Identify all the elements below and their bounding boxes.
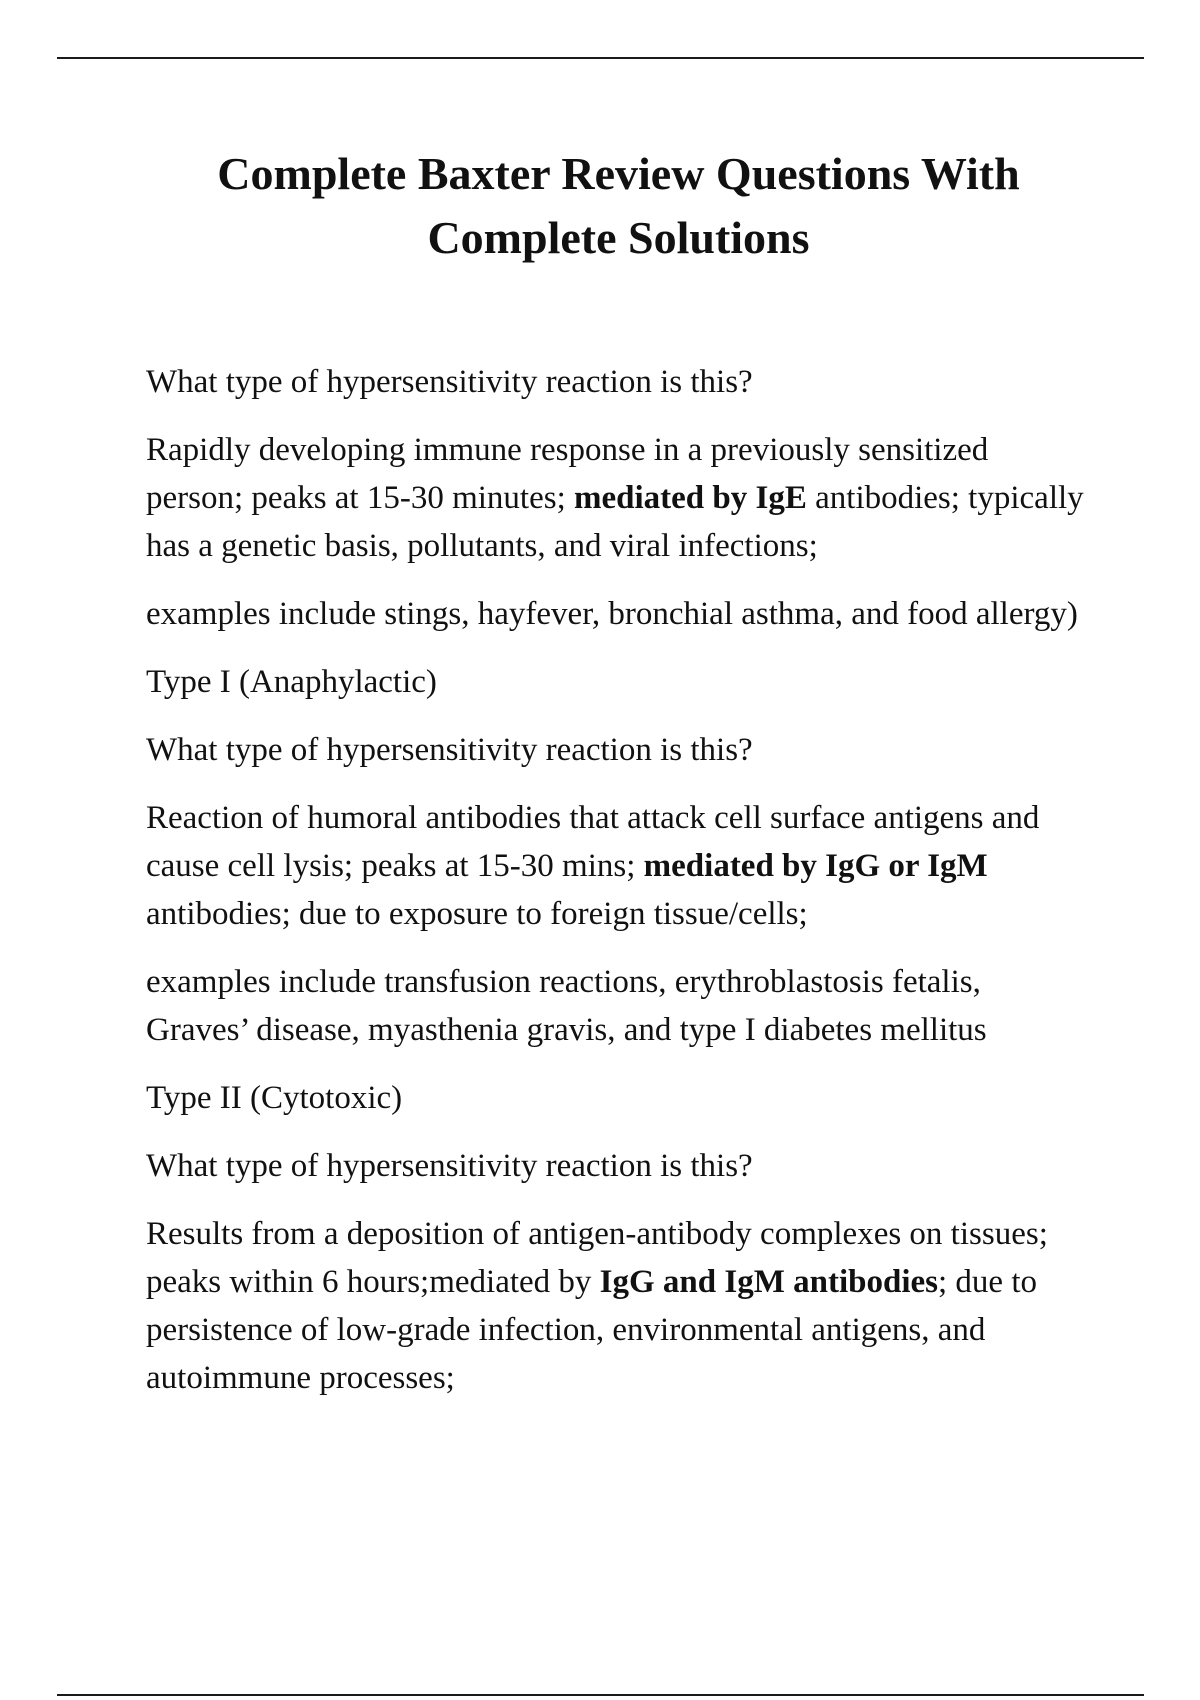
text-segment: Type II (Cytotoxic) bbox=[146, 1080, 403, 1116]
text-segment: What type of hypersensitivity reaction is this? bbox=[146, 732, 753, 768]
text-segment: examples include transfusion reactions, erythroblastosis fetalis, Graves’ disease, myasthenia gravis, and type I diabetes mellitus bbox=[146, 964, 987, 1048]
document-title bbox=[120, 142, 1117, 270]
document-body bbox=[146, 358, 1086, 1422]
paragraph-examples-1 bbox=[146, 590, 1086, 638]
top-rule bbox=[57, 57, 1144, 59]
paragraph-question-2 bbox=[146, 726, 1086, 774]
title-line-2: Complete Solutions bbox=[427, 212, 810, 263]
paragraph-question-3 bbox=[146, 1142, 1086, 1190]
paragraph-question-1 bbox=[146, 358, 1086, 406]
text-segment: Type I (Anaphylactic) bbox=[146, 664, 437, 700]
text-segment: examples include stings, hayfever, bronchial asthma, and food allergy) bbox=[146, 596, 1078, 632]
bold-text-segment: IgG and IgM antibodies bbox=[599, 1264, 939, 1300]
bold-text-segment: mediated by IgE bbox=[574, 480, 807, 516]
text-segment: Reaction of humoral antibodies that attack cell surface antigens and cause cell lysis; peaks at 15-30 mins; bbox=[146, 800, 1040, 884]
paragraph-answer-1 bbox=[146, 658, 1086, 706]
title-line-1: Complete Baxter Review Questions With bbox=[217, 148, 1020, 199]
bold-text-segment: mediated by IgG or IgM bbox=[643, 848, 988, 884]
text-segment: What type of hypersensitivity reaction is this? bbox=[146, 1148, 753, 1184]
bottom-rule bbox=[57, 1694, 1144, 1696]
text-segment: ; due to persistence of low-grade infection, environmental antigens, and autoimmune processes; bbox=[146, 1264, 1037, 1396]
text-segment: Rapidly developing immune response in a previously sensitized person; peaks at 15-30 minutes; bbox=[146, 432, 989, 516]
text-segment: What type of hypersensitivity reaction is this? bbox=[146, 364, 753, 400]
paragraph-answer-2 bbox=[146, 1074, 1086, 1122]
paragraph-description-2 bbox=[146, 794, 1086, 938]
text-segment: antibodies; typically has a genetic basis, pollutants, and viral infections; bbox=[146, 480, 1084, 564]
paragraph-description-1 bbox=[146, 426, 1086, 570]
text-segment: antibodies; due to exposure to foreign tissue/cells; bbox=[146, 896, 808, 932]
text-segment: Results from a deposition of antigen-antibody complexes on tissues; peaks within 6 hours;mediated by bbox=[146, 1216, 1048, 1300]
paragraph-examples-2 bbox=[146, 958, 1086, 1054]
paragraph-description-3 bbox=[146, 1210, 1086, 1402]
